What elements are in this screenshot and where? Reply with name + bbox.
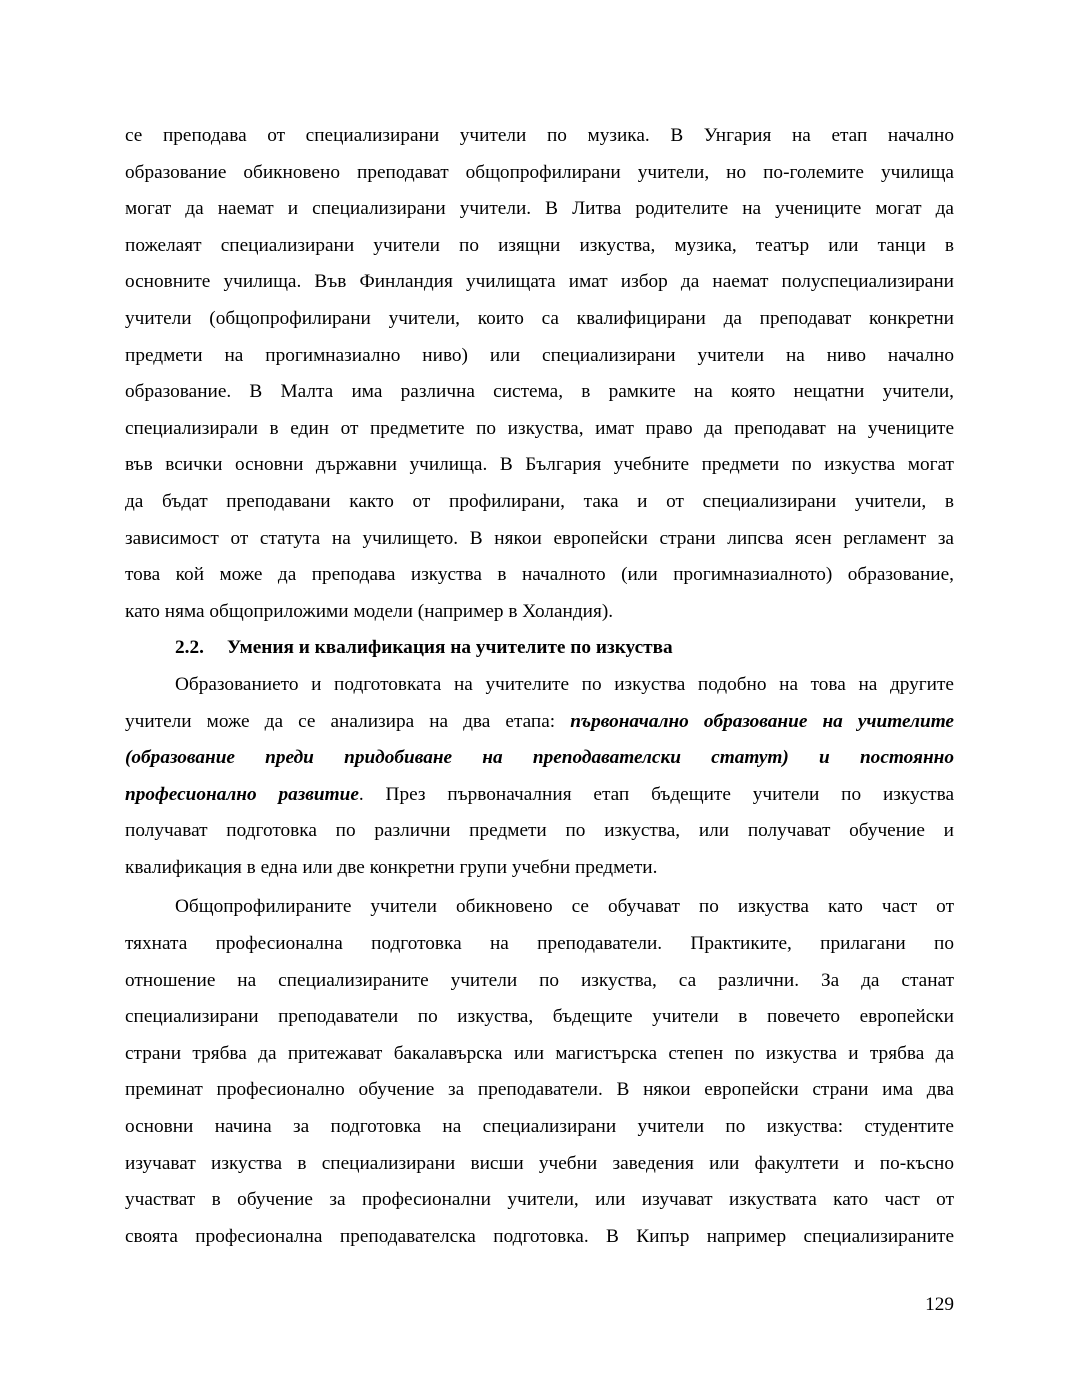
paragraph-1 [125,118,954,630]
text-line: предмети на прогимназиално ниво) или специализирани учители на ниво начално [125,344,954,366]
text-line: Общопрофилираните учители обикновено се обучават по изкуства като част от [175,896,954,918]
text-line: като няма общоприложими модели (например в Холандия). [125,600,614,622]
text-line: квалификация в една или две конкретни групи учебни предмети. [125,856,658,878]
text-line: основни начина за подготовка на специализирани учители по изкуства: студентите [125,1116,954,1138]
text-line: образование. В Малта има различна система, в рамките на която нещатни учители, [125,381,954,403]
section-heading [125,630,954,667]
text-run: . През първоначалния етап бъдещите учители по изкуства [358,783,955,805]
emphasis-line: (образование преди придобиване на преподавателски статут) и постоянно [125,747,954,769]
paragraph-2 [125,667,954,887]
text-line: изучават изкуства в специализирани висши учебни заведения или факултети и по-късно [125,1152,954,1174]
text-line: получават подготовка по различни предмети по изкуства, или получават обучение и [125,820,954,842]
text-run: учители може да се анализира на два етапа: [125,710,571,732]
page-body [125,118,954,1255]
text-line: зависимост от статута на училището. В някои европейски страни липсва ясен регламент за [125,527,954,549]
text-line: пожелаят специализирани учители по изящни изкуства, музика, театър или танци в [125,234,954,256]
text-line: във всички основни държавни училища. В България учебните предмети по изкуства могат [125,454,954,476]
text-line: специализирани преподаватели по изкуства, бъдещите учители в повечето европейски [125,1006,954,1028]
emphasis-text: професионално развитие [125,783,359,805]
text-line: страни трябва да притежават бакалавърска или магистърска степен по изкуства и трябва да [125,1042,954,1064]
section-title: Умения и квалификация на учителите по изкуства [227,637,673,659]
paragraph-3 [125,889,954,1255]
text-line: образование обикновено преподават общопрофилирани учители, но по-големите училища [125,161,954,183]
page-number: 129 [925,1294,954,1315]
text-line: да бъдат преподавани както от профилирани, така и от специализирани учители, в [125,490,954,512]
text-line [125,777,954,814]
text-line: могат да наемат и специализирани учители. В Литва родителите на учениците могат да [125,198,954,220]
text-line: участват в обучение за професионални учители, или изучават изкуствата като част от [125,1189,954,1211]
text-line: отношение на специализираните учители по изкуства, са различни. За да станат [125,969,954,991]
text-line: специализирали в един от предметите по изкуства, имат право да преподават на учениците [125,417,954,439]
text-line: своята професионална преподавателска подготовка. В Кипър например специализираните [125,1225,954,1247]
emphasis-text: първоначално образование на учителите [570,710,954,732]
text-line: Образованието и подготовката на учителите по изкуства подобно на това на другите [175,673,954,695]
text-line: основните училища. Във Финландия училищата имат избор да наемат полуспециализирани [125,271,954,293]
text-line: учители (общопрофилирани учители, които са квалифицирани да преподават конкретни [125,307,954,329]
text-line: това кой може да преподава изкуства в началното (или прогимназиалното) образование, [125,564,954,586]
text-line: преминат професионално обучение за преподаватели. В някои европейски страни има два [125,1079,954,1101]
text-line: тяхната професионална подготовка на преподаватели. Практиките, прилагани по [125,933,954,955]
text-line [125,704,954,741]
section-number: 2.2. [175,637,204,659]
text-line: се преподава от специализирани учители по музика. В Унгария на етап начално [125,125,954,146]
